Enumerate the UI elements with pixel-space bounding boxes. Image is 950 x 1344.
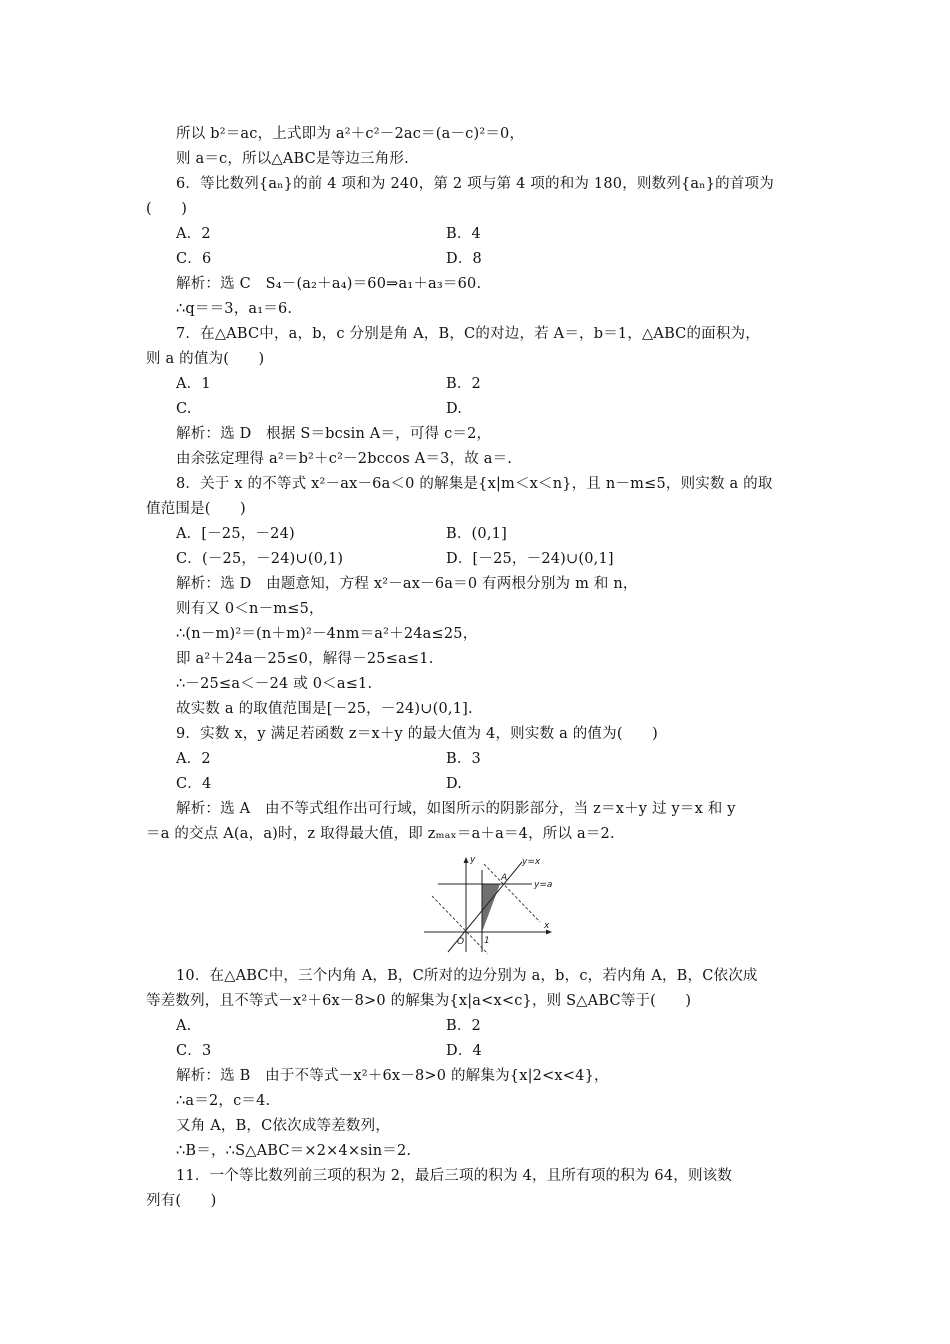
- text-line: 则 a＝c，所以△ABC是等边三角形.: [176, 151, 409, 167]
- question-7: 7．在△ABC中，a，b，c 分别是角 A，B，C的对边，若 A＝，b＝1，△ABC的面积为，: [176, 326, 760, 342]
- solution-line: 由余弦定理得 a²＝b²＋c²－2bccos A＝3，故 a＝.: [176, 451, 513, 467]
- option-a: A．2: [176, 226, 211, 242]
- option-d: D.: [446, 776, 463, 792]
- y-axis-label: y: [470, 855, 476, 865]
- answer-bracket: ( ): [146, 201, 188, 217]
- option-c: C．6: [176, 251, 212, 267]
- solution-line: 解析：选 B 由于不等式－x²＋6x－8>0 的解集为{x|2<x<4}，: [176, 1068, 609, 1084]
- solution-line: ∴a＝2，c＝4.: [176, 1093, 271, 1109]
- option-d: D．[－25，－24)∪(0,1]: [446, 551, 614, 567]
- option-b: B．(0,1]: [446, 526, 507, 542]
- tick-one-label: 1: [484, 936, 490, 946]
- solution-line: 故实数 a 的取值范围是[－25，－24)∪(0,1].: [176, 701, 473, 717]
- solution-line: 又角 A，B，C依次成等差数列，: [176, 1118, 391, 1134]
- question-6: 6．等比数列{aₙ}的前 4 项和为 240，第 2 项与第 4 项的和为 180，则数列{aₙ}的首项为: [176, 176, 774, 192]
- line-yx-label: y=x: [522, 857, 541, 867]
- question-10: 10．在△ABC中，三个内角 A，B，C所对的边分别为 a，b，c，若内角 A，B，C依次成: [176, 968, 758, 984]
- question-11: 11．一个等比数列前三项的积为 2，最后三项的积为 4，且所有项的积为 64，则该数: [176, 1168, 733, 1184]
- option-b: B．4: [446, 226, 481, 242]
- option-b: B．2: [446, 1018, 481, 1034]
- y-axis-arrow: [464, 857, 469, 863]
- option-d: D．4: [446, 1043, 482, 1059]
- option-a: A．[－25，－24): [176, 526, 295, 542]
- solution-line: 解析：选 D 根据 S＝bcsin A＝，可得 c＝2，: [176, 426, 492, 442]
- option-b: B．3: [446, 751, 481, 767]
- option-b: B．2: [446, 376, 481, 392]
- question-10-cont: 等差数列，且不等式－x²＋6x－8>0 的解集为{x|a<x<c}，则 S△ABC等于( ): [146, 993, 692, 1009]
- solution-line: 则有又 0＜n－m≤5，: [176, 601, 324, 617]
- line-ya-label: y=a: [534, 880, 553, 890]
- solution-line: ∴q＝＝3，a₁＝6.: [176, 301, 293, 317]
- solution-line: ∴－25≤a＜－24 或 0＜a≤1.: [176, 676, 373, 692]
- option-c: C．3: [176, 1043, 212, 1059]
- x-axis-label: x: [544, 921, 550, 931]
- option-d: D．8: [446, 251, 482, 267]
- question-8: 8．关于 x 的不等式 x²－ax－6a＜0 的解集是{x|m＜x＜n}，且 n－m≤5，则实数 a 的取: [176, 476, 773, 492]
- solution-line: ∴(n－m)²＝(n＋m)²－4nm＝a²＋24a≤25，: [176, 626, 478, 642]
- option-c: C．4: [176, 776, 212, 792]
- solution-line: 解析：选 A 由不等式组作出可行域，如图所示的阴影部分，当 z＝x＋y 过 y＝x 和 y: [176, 801, 736, 817]
- point-a-label: A: [501, 873, 508, 883]
- solution-line: 解析：选 C S₄－(a₂＋a₄)＝60⇒a₁＋a₃＝60.: [176, 276, 482, 292]
- question-9: 9．实数 x，y 满足若函数 z＝x＋y 的最大值为 4，则实数 a 的值为( ): [176, 726, 658, 742]
- feasible-region-figure: [418, 852, 558, 956]
- option-c: C．(－25，－24)∪(0,1): [176, 551, 344, 567]
- question-11-cont: 列有( ): [146, 1193, 217, 1209]
- option-a: A．1: [176, 376, 211, 392]
- solution-line: ∴B＝，∴S△ABC＝×2×4×sin＝2.: [176, 1143, 412, 1159]
- option-a: A.: [176, 1018, 192, 1034]
- text-line: 所以 b²＝ac，上式即为 a²＋c²－2ac＝(a－c)²＝0，: [176, 126, 525, 142]
- option-d: D.: [446, 401, 463, 417]
- question-7-cont: 则 a 的值为( ): [146, 351, 265, 367]
- question-8-cont: 值范围是( ): [146, 501, 246, 517]
- solution-line: ＝a 的交点 A(a，a)时，z 取得最大值，即 zₘₐₓ＝a＋a＝4，所以 a＝2.: [146, 826, 615, 842]
- option-a: A．2: [176, 751, 211, 767]
- solution-line: 解析：选 D 由题意知，方程 x²－ax－6a＝0 有两根分别为 m 和 n，: [176, 576, 638, 592]
- option-c: C.: [176, 401, 192, 417]
- origin-label: O: [457, 937, 465, 947]
- solution-line: 即 a²＋24a－25≤0，解得－25≤a≤1.: [176, 651, 434, 667]
